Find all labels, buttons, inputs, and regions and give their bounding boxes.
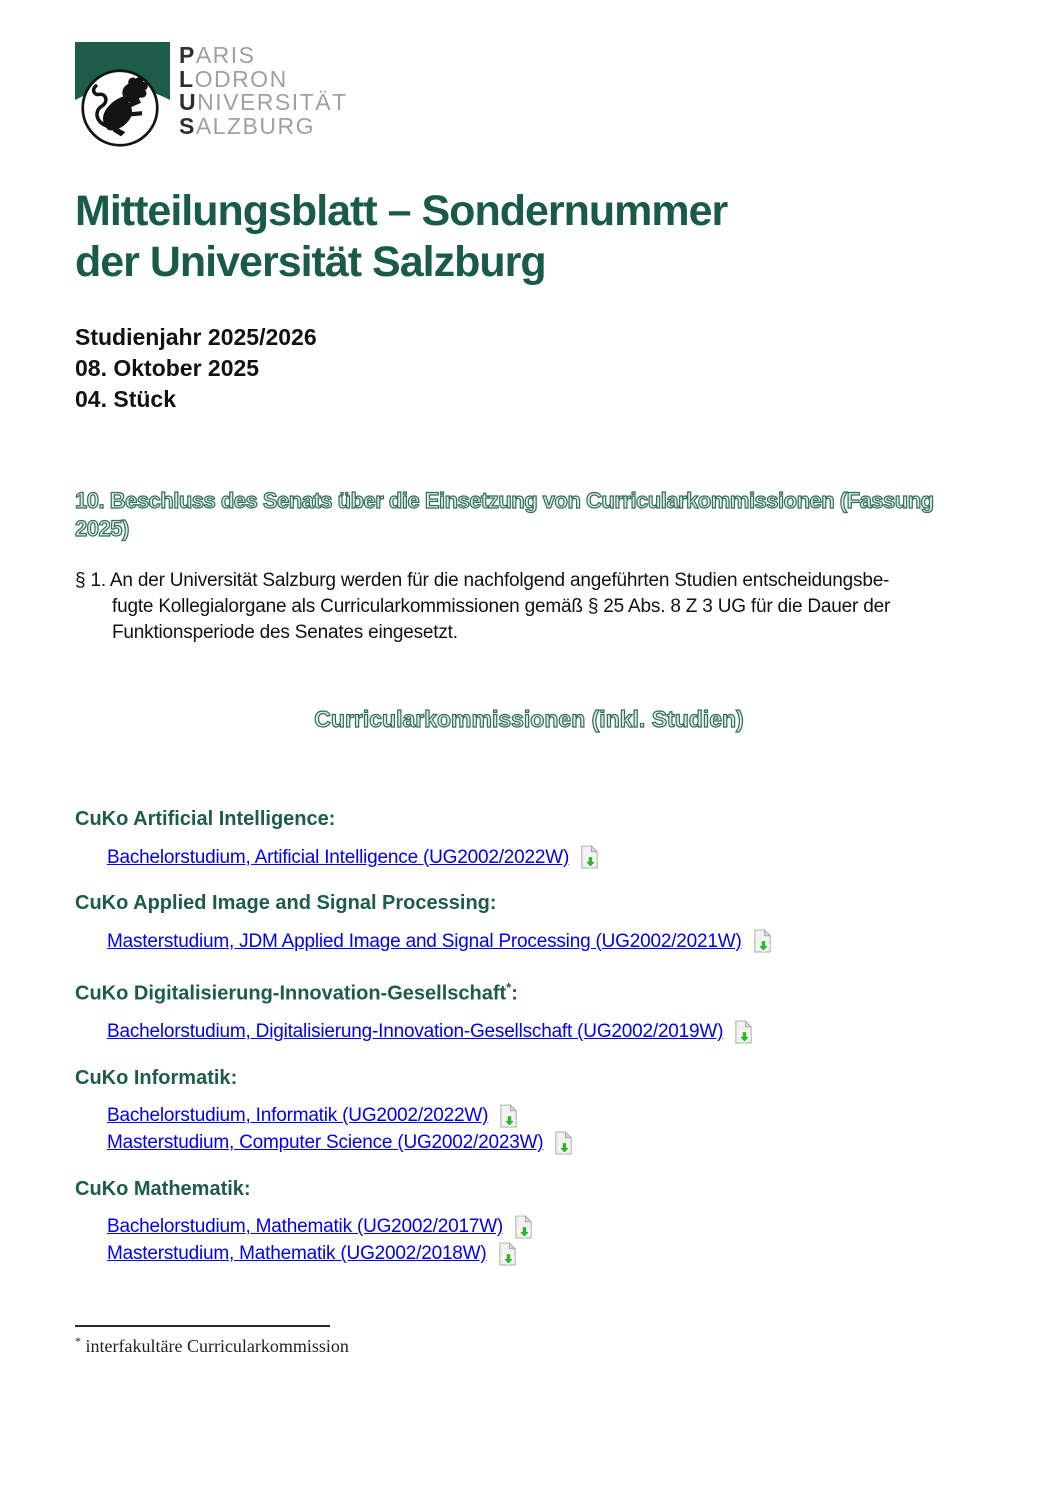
- download-icon[interactable]: [752, 929, 773, 954]
- paragraph-line-1: § 1. An der Universität Salzburg werden für die nachfolgend angeführten Studien entscheidungsbe-: [75, 570, 890, 591]
- study-link-row: [107, 1103, 995, 1130]
- study-link-row: [107, 928, 995, 955]
- cuko-name: CuKo Informatik: [75, 1066, 231, 1089]
- cuko-heading: [75, 808, 995, 831]
- interfaculty-asterisk: *: [506, 980, 512, 995]
- cuko-section: [75, 892, 995, 955]
- download-icon[interactable]: [579, 845, 600, 870]
- study-link[interactable]: Bachelorstudium, Mathematik (UG2002/2017W): [107, 1216, 504, 1238]
- study-link[interactable]: Masterstudium, Computer Science (UG2002/2023W): [107, 1132, 544, 1154]
- cuko-heading: [75, 892, 995, 915]
- cuko-section: [75, 1067, 995, 1157]
- logo-wordmark: [179, 44, 348, 138]
- study-links: [107, 1103, 995, 1157]
- cuko-colon: :: [489, 892, 497, 914]
- study-link[interactable]: Bachelorstudium, Informatik (UG2002/2022W): [107, 1105, 489, 1127]
- commissions-subheading: Curricularkommissionen (inkl. Studien): [314, 706, 744, 732]
- footnote-text: * interfakultäre Curricularkommission: [75, 1334, 349, 1356]
- logo-word-universitaet: UNIVERSITÄT: [179, 89, 348, 115]
- download-icon[interactable]: [513, 1215, 534, 1240]
- download-icon[interactable]: [733, 1020, 754, 1045]
- cuko-colon: :: [230, 1066, 238, 1089]
- download-icon[interactable]: [553, 1131, 574, 1156]
- study-links: [107, 844, 995, 871]
- study-link-row: [107, 1019, 995, 1046]
- study-link[interactable]: Masterstudium, JDM Applied Image and Signal Processing (UG2002/2021W): [107, 930, 742, 952]
- study-links: [107, 1214, 995, 1268]
- study-link-row: [107, 1241, 995, 1268]
- cuko-name: CuKo Mathematik: [75, 1177, 244, 1200]
- cuko-colon: :: [511, 982, 518, 1005]
- logo-word-lodron: LODRON: [179, 65, 288, 92]
- study-link[interactable]: Bachelorstudium, Artificial Intelligence (UG2002/2022W): [107, 846, 570, 868]
- study-link[interactable]: Masterstudium, Mathematik (UG2002/2018W): [107, 1243, 487, 1265]
- commissions-list: [75, 808, 995, 1289]
- cuko-section: [75, 1178, 995, 1268]
- cuko-heading: [75, 976, 995, 1006]
- footnote-marker: *: [75, 1334, 81, 1348]
- cuko-section: [75, 808, 995, 871]
- study-link-row: [107, 1214, 995, 1241]
- study-link[interactable]: Bachelorstudium, Digitalisierung-Innovation-Gesellschaft (UG2002/2019W): [107, 1021, 724, 1043]
- paragraph-line-2: fugte Kollegialorgane als Curricularkommissionen gemäß § 25 Abs. 8 Z 3 UG für die Dauer der: [112, 596, 891, 617]
- study-link-row: [107, 844, 995, 871]
- cuko-section: [75, 976, 995, 1046]
- footnote: [75, 1325, 349, 1357]
- cuko-name: CuKo Artificial Intelligence: [75, 808, 329, 830]
- studienjahr-line: Studienjahr 2025/2026: [75, 324, 317, 350]
- logo-word-salzburg: SALZBURG: [179, 112, 315, 139]
- cuko-colon: :: [243, 1177, 251, 1200]
- title-line-1: Mitteilungsblatt – Sondernummer: [75, 187, 728, 235]
- cuko-heading: [75, 1067, 995, 1090]
- cuko-name: CuKo Applied Image and Signal Processing: [75, 892, 490, 914]
- university-logo: [75, 40, 375, 160]
- study-links: [107, 928, 995, 955]
- download-icon[interactable]: [497, 1242, 518, 1267]
- title-line-2: der Universität Salzburg: [75, 238, 546, 286]
- date-line: 08. Oktober 2025: [75, 355, 260, 381]
- decree-heading: 10. Beschluss des Senats über die Einsetzung von Curricularkommissionen (Fassung 2025): [75, 488, 934, 541]
- cuko-name: CuKo Digitalisierung-Innovation-Gesellschaft: [75, 982, 507, 1005]
- document-title: [75, 186, 727, 288]
- issue-meta: [75, 322, 317, 415]
- cuko-heading: [75, 1178, 995, 1201]
- stueck-line: 04. Stück: [75, 386, 176, 412]
- decree-paragraph: [75, 568, 1035, 646]
- download-icon[interactable]: [498, 1104, 519, 1129]
- study-links: [107, 1019, 995, 1046]
- salzburg-lion-icon: [78, 66, 162, 150]
- paragraph-line-3: Funktionsperiode des Senates eingesetzt.: [112, 622, 458, 643]
- logo-word-paris: PARIS: [179, 42, 256, 68]
- footnote-rule: [75, 1325, 330, 1327]
- study-link-row: [107, 1130, 995, 1157]
- cuko-colon: :: [328, 808, 336, 830]
